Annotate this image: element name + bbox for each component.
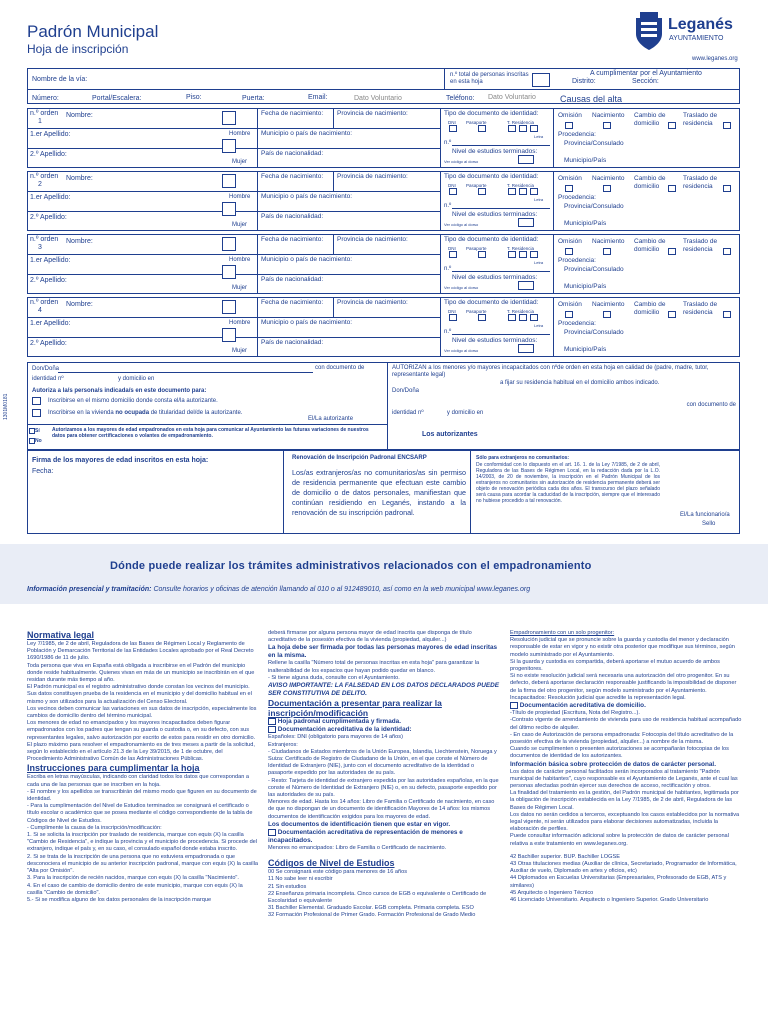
numero-label: Número: [32,95,59,102]
codes-list-2 [510,854,742,904]
dni-label: DNI [448,246,456,251]
cambio-label: Cambio de domicilio [634,112,666,127]
code-item: 46 Licenciado Universitario. Arquitecto o Ingeniero Superior. Grado Universitario [510,897,709,904]
orden-label: n.º orden [30,173,59,180]
col2-h1: Documentación a presentar para realizar la inscripción/modificación [268,698,442,719]
column-protection [510,630,742,1024]
estudios-input[interactable] [518,281,534,290]
mujer-checkbox[interactable] [222,265,236,279]
hombre-label: Hombre [229,320,251,326]
prov-consulado-label: Provincia/Consulado [564,203,624,210]
dni-label: DNI [448,309,456,314]
orden-number: 2 [38,181,42,188]
distrito-label: Distrito: [572,78,596,85]
mujer-label: Mujer [232,159,248,165]
right-dom-1: y domicilio en [446,410,484,416]
col1-p1: Ley 7/1985, de 2 de abril, Reguladora de las Bases de Régimen Local y Reglamento de Población y Demarcación Territorial de las Entidades Locales aprobado por el Real Decreto 1690/1986 de 11 de julio. [27,641,254,662]
nombre-label: Nombre: [66,238,93,245]
col3-p11: La finalidad del tratamiento es la gestión, del Padrón municipal de habitantes, legitimada por la obligación de inscripción establecida en la Ley 7/1985, de 2 de abril, Reguladora de las Bases de Régimen Local. [510,790,739,811]
municipio-nac-label: Municipio o país de nacimiento: [261,130,353,137]
col3-hb: Información básica sobre protección de datos de carácter personal. [510,760,716,768]
code-item: 44 Diplomados en Escuelas Universitarias (Empresariales, Profesorado de EGB, ATS y similares) [510,875,727,889]
nacionalidad-label: País de nacionalidad: [261,339,324,346]
mun-pais-label: Municipio/País [564,283,607,290]
prov-consulado-label: Provincia/Consulado [564,329,624,336]
no-checkbox[interactable] [29,438,35,444]
provincia-nac-label: Provincia de nacimiento: [337,110,408,117]
tipo-doc-label: Tipo de documento de identidad: [444,299,539,306]
nacionalidad-label: País de nacionalidad: [261,276,324,283]
auth-domicilio: y domicilio en [118,376,155,382]
n-label: n.º [444,203,452,209]
col3-p4: Si no existe resolución judicial será necesaria una autorización del otro progenitor. En su defecto, deberá aportarse declaración responsable justificando la imposibilidad de disponer de la firma del otro progenitor, según modelo suministrado por el Ayuntamiento. [510,673,737,694]
omision-checkbox[interactable] [565,122,573,129]
traslado-label: Traslado de residencia [683,112,718,127]
orden-label: n.º orden [30,236,59,243]
cambio-checkbox[interactable] [668,122,676,129]
auth-right-rows [392,388,736,424]
mujer-checkbox[interactable] [222,139,236,153]
nacimiento-label: Nacimiento [592,301,625,308]
residencia-label: T. Residencia [507,120,535,125]
apellido1-label: 1.er Apellido: [30,131,71,138]
side-code-left: 1301M0181 [3,393,9,420]
traslado-label: Traslado de residencia [683,238,718,253]
cambio-checkbox[interactable] [668,311,676,318]
pasaporte-checkbox[interactable] [478,188,486,195]
hombre-label: Hombre [229,257,251,263]
col3-p6: -Título de propiedad (Escritura, Nota del Registro...). [510,710,640,717]
residencia-checkbox[interactable] [508,125,516,132]
auth-no: No [35,438,42,444]
telefono-voluntary[interactable]: Dato Voluntario [488,94,536,101]
encsarp-text: Los/as extranjeros/as no comunitarios/as sin permiso de residencia permanente que efectuan este cambio de domicilio o de datos personales, manifiestan que continúan residiendo en Leganés, instando a la renovación de su inscripción padronal. [292,468,466,517]
prov-consulado-label: Provincia/Consulado [564,140,624,147]
banner-bg [0,544,768,604]
total-persons-input[interactable] [532,73,550,87]
estudios-input[interactable] [518,218,534,227]
orden-number: 3 [38,244,42,251]
auth-si: Sí [35,428,40,434]
col3-p8: - En caso de Autorización de persona empadronada: Fotocopia del título acreditativo de la posesión efectiva de la vivienda (propiedad, alquiler...) a nombre de la misma. [510,731,734,746]
leganes-logo [632,10,742,54]
orden-number: 1 [38,118,42,125]
opt2-checkbox[interactable] [32,409,41,417]
dni-label: DNI [448,120,456,125]
right-don-1: Don/Doña [392,388,420,394]
funcionario-label: El/La funcionario/a [680,512,730,518]
hombre-checkbox[interactable] [222,237,236,251]
provincia-nac-label: Provincia de nacimiento: [337,173,408,180]
opt1-checkbox[interactable] [32,397,41,405]
pasaporte-checkbox[interactable] [478,314,486,321]
opt2-c: de titularidad del/de la autorizante. [150,410,243,416]
cambio-checkbox[interactable] [668,248,676,255]
codigo-label: Ver código al dorso [444,222,479,227]
autorizantes-label: Los autorizantes [422,431,478,438]
omision-checkbox[interactable] [565,185,573,192]
nombre-label: Nombre: [66,112,93,119]
code-item: 43 Otras titulaciones medias (Auxiliar de clínica, Secretariado, Programador de Informática, Auxiliar de vuelo, Diplomado en artes y oficios, etc) [510,861,737,875]
no-com-text: De conformidad con lo dispuesto en el art. 16. 1. de la Ley 7/1985, de 2 de abril, Reguladora de las Bases de Régimen Local, en la redacción dada por la L.O. 14/2003, de 20 de noviembre, la inscripción en el Padrón Municipal de los extranjeros no comunitarios sin autorización de residencia permanente deberá ser objeto de renovación periódica cada dos años. El transcurso del plazo señalado será causa para acordar la caducidad de la inscripción, siempre que el interesado no hubiese procedido a tal renovación. [476,462,660,504]
letra-label: Letra [534,197,544,202]
col3-p3: Si la guarda y custodia es compartida, deberá aportarse el mutuo acuerdo de ambos progenitores. [510,658,720,673]
auth-opt2 [48,410,242,417]
tipo-doc-label: Tipo de documento de identidad: [444,110,539,117]
col1-p6: Escriba en letras mayúsculas, indicando con claridad todos los datos que correspondan a cada una de las personas que se inscriben en la hoja. [27,774,250,788]
col1-p4: Los vecinos deben comunicar las variaciones en sus datos de inscripción, especialmente los cambios de domicilio dentro del término municipal. [27,705,257,720]
mujer-checkbox[interactable] [222,202,236,216]
column-legal [27,630,259,1024]
mujer-label: Mujer [232,222,248,228]
residencia-label: T. Residencia [507,183,535,188]
mujer-checkbox[interactable] [222,328,236,342]
residencia-checkbox-2[interactable] [519,314,527,321]
n-label: n.º [444,329,452,335]
codigo-label: Ver código al dorso [444,159,479,164]
col1-h1: Normativa legal [27,630,95,640]
causas-label: Causas del alta [560,94,623,104]
omision-label: Omisión [558,301,582,308]
auth-con-doc: con documento de [315,365,365,371]
tipo-doc-label: Tipo de documento de identidad: [444,236,539,243]
col2-b3 [268,829,500,845]
col2-p1: deberá firmarse por alguna persona mayor de edad inscrita que disponga de título acreditativo de la posesión efectiva de la vivienda (propiedad, alquiler...) [268,630,472,644]
code-item: 32 Formación Profesional de Primer Grado. Formación Profesional de Grado Medio [268,912,476,919]
pasaporte-label: Pasaporte [466,309,487,314]
estudios-label: Nivel de estudios terminados: [452,337,538,344]
encsarp-title: Renovación de Inscripción Padronal ENCSARP [292,455,427,461]
col2-b1 [268,718,500,726]
traslado-checkbox[interactable] [723,311,731,318]
procedencia-label: Procedencia: [558,194,596,201]
traslado-label: Traslado de residencia [683,175,718,190]
residencia-label: T. Residencia [507,246,535,251]
col3-p12: Los datos no serán cedidos a terceros, exceptuando los casos establecidos por la normativa legal vigente, ni serán utilizados para elaborar decisiones automatizadas, incluida la elaboración de perfiles. [510,811,740,833]
col1-p2: Toda persona que viva en España está obligada a inscribirse en el Padrón del municipio donde reside habitualmente. Quienes vivan en más de un municipio se inscribirán en el que residan durante más tiempo al año. [27,662,255,684]
pasaporte-label: Pasaporte [466,120,487,125]
col2-p2: La hoja debe ser firmada por todas las personas mayores de edad inscritas en la misma. [268,644,498,660]
col1-p14: 5.- Si se modifica alguno de los datos personales de la inscripción marque [27,896,212,903]
auth-autoriza: Autoriza a la/s persona/s indicada/s en este documento para: [32,388,207,394]
col2-p5: AVISO IMPORTANTE: LA FALSEDAD EN LOS DATOS DECLARADOS PUEDE SER CONSTITUTIVA DE DELITO. [268,682,500,698]
col3-p5: Incapacitados: Resolución judicial que acredite la representación legal. [510,694,686,701]
email-label: Email: [308,94,328,101]
codigo-label: Ver código al dorso [444,285,479,290]
col1-p13: 4. En el caso de cambio de domicilio dentro de este municipio, marque con equis (X) la casilla "Cambio de domicilio". [27,882,243,896]
no-com-title: Sólo para extranjeros no comunitarios: [476,455,570,461]
column-documentation [268,630,500,1024]
dni-checkbox[interactable] [449,125,457,132]
sign-fecha: Fecha: [32,468,54,475]
mun-pais-label: Municipio/País [564,157,607,164]
col2-b2 [268,726,500,734]
logo-sub: AYUNTAMIENTO [669,35,724,42]
residencia-checkbox-2[interactable] [519,188,527,195]
fecha-nac-label: Fecha de nacimiento: [261,173,324,180]
col3-p2: Resolución judicial que se pronuncie sobre la guarda y custodia del menor y declaración responsable de estar en vigor y no existir otra posterior que modifique sus términos, según modelo suministrado por el Ayuntamiento. [510,637,735,658]
street-input[interactable] [100,72,440,86]
nacionalidad-label: País de nacionalidad: [261,150,324,157]
omision-checkbox[interactable] [565,248,573,255]
procedencia-label: Procedencia: [558,320,596,327]
nacimiento-checkbox[interactable] [603,185,611,192]
apellido2-label: 2.º Apellido: [30,151,67,158]
banner-title: Dónde puede realizar los trámites administrativos relacionados con el empadronamiento [110,560,592,572]
mun-pais-label: Municipio/País [564,220,607,227]
dni-checkbox[interactable] [449,188,457,195]
code-item: 45 Arquitecto o Ingeniero Técnico [510,889,594,896]
nacimiento-label: Nacimiento [592,112,625,119]
cambio-label: Cambio de domicilio [634,175,666,190]
col3-b1-text: Documentación acreditativa de domicilio. [519,702,646,710]
auth-don: Don/Doña [32,366,60,372]
col2-p6: Españoles: DNI (obligatorio para mayores de 14 años) [268,734,403,741]
piso-label: Piso: [186,94,202,101]
col2-p9: - Resto: Tarjeta de identidad de extranjero expedida por las autoridades españolas, en la que conste el Número de Identidad de Extranjero (NIE) o, en su defecto, pasaporte expedido por las autoridades de su país. [268,777,499,799]
prov-consulado-label: Provincia/Consulado [564,266,624,273]
residencia-checkbox-3[interactable] [530,314,538,321]
fecha-nac-label: Fecha de nacimiento: [261,110,324,117]
nombre-label: Nombre: [66,175,93,182]
municipio-nac-label: Municipio o país de nacimiento: [261,256,353,263]
col2-b2-text: Documentación acreditativa de la identidad: [277,726,412,734]
dni-checkbox[interactable] [449,314,457,321]
col2-p3: Rellene la casilla "Número total de personas inscritas en esta hoja" para garantizar la inalterabilidad de los espacios que hayan podido quedar en blanco. [268,660,480,674]
municipio-nac-label: Municipio o país de nacimiento: [261,193,353,200]
fecha-nac-label: Fecha de nacimiento: [261,299,324,306]
seccion-label: Sección: [632,78,659,85]
letra-label: Letra [534,323,544,328]
col1-p3: El Padrón municipal es el registro administrativo donde constan los vecinos del municipio. Sus datos constituyen prueba de la residencia en el municipio y del domicilio habitual en el mismo y son utilizados para la actualización del Censo Electoral. [27,684,252,705]
codigo-label: Ver código al dorso [444,348,479,353]
residencia-checkbox-3[interactable] [530,188,538,195]
code-item: 31 Bachiller Elemental. Graduado Escolar. EGB completa. Primaria completa. ESO [268,905,474,912]
auth-identidad: identidad nº [32,376,64,382]
nacimiento-checkbox[interactable] [603,122,611,129]
street-label: Nombre de la vía: [32,76,88,83]
page-subtitle: Hoja de inscripción [27,42,129,56]
col2-b3-text: Documentación acreditativa de representación de menores e incapacitados. [268,829,463,845]
residencia-checkbox[interactable] [508,314,516,321]
estudios-input[interactable] [518,155,534,164]
apellido2-label: 2.º Apellido: [30,277,67,284]
col2-b1-text: Hoja padronal cumplimentada y firmada. [277,718,402,726]
mujer-label: Mujer [232,285,248,291]
traslado-checkbox[interactable] [723,122,731,129]
nacimiento-label: Nacimiento [592,175,625,182]
col3-p9: Cuando se cumplimenten o presenten autorizaciones se acompañarán fotocopias de los documentos de identidad de los autorizantes. [510,746,729,760]
fecha-nac-label: Fecha de nacimiento: [261,236,324,243]
letra-label: Letra [534,134,544,139]
procedencia-label: Procedencia: [558,131,596,138]
letra-label: Letra [534,260,544,265]
portal-label: Portal/Escalera: [92,95,142,102]
logo-name: Leganés [668,16,733,33]
codes-list-1 [268,869,500,919]
website: www.leganes.org [692,56,738,62]
mujer-label: Mujer [232,348,248,354]
admin-label: A cumplimentar por el Ayuntamiento [590,70,702,77]
opt2-a: Inscribirse en la vivienda [48,410,114,416]
omision-label: Omisión [558,112,582,119]
n-label: n.º [444,140,452,146]
cambio-label: Cambio de domicilio [634,301,666,316]
total-persons-label: n.º total de personas inscritas en esta hoja [450,72,529,85]
right-id-1: identidad nº [392,410,424,416]
code-item: 42 Bachiller superior. BUP. Bachiller LOGSE [510,853,620,860]
hombre-label: Hombre [229,194,251,200]
cambio-checkbox[interactable] [668,185,676,192]
code-item: 21 Sin estudios [268,883,307,890]
nacionalidad-label: País de nacionalidad: [261,213,324,220]
hombre-checkbox[interactable] [222,300,236,314]
col3-p1: Empadronamiento con un solo progenitor: [510,630,615,636]
dni-checkbox[interactable] [449,251,457,258]
apellido1-label: 1.er Apellido: [30,320,71,327]
omision-label: Omisión [558,175,582,182]
nacimiento-label: Nacimiento [592,238,625,245]
pasaporte-label: Pasaporte [466,246,487,251]
col1-p9: - Cumplimente la causa de la inscripción/modificación: [27,824,162,831]
residencia-checkbox-3[interactable] [530,125,538,132]
telefono-label: Teléfono: [446,95,475,102]
traslado-checkbox[interactable] [723,185,731,192]
orden-label: n.º orden [30,110,59,117]
code-item: 11 No sabe leer ni escribir [268,876,333,883]
provincia-nac-label: Provincia de nacimiento: [337,236,408,243]
estudios-input[interactable] [518,344,534,353]
col3-p13: Puede consultar información adicional sobre la protección de datos de carácter personal relativa a este tratamiento en www.leganes.org. [510,833,729,847]
page-title: Padrón Municipal [27,22,159,41]
apellido2-label: 2.º Apellido: [30,340,67,347]
code-item: 22 Enseñanza primaria incompleta. Cinco cursos de EGB o equivalente o Certificado de Escolaridad o equivalente [268,890,487,905]
auth-autorizante: El/La autorizante [308,416,354,422]
sign-firma: Firma de los mayores de edad inscritos en esta hoja: [32,457,209,464]
col1-p8: - Para la cumplimentación del Nivel de Estudios terminados se consignará el certificado o título escolar o académico que se posea mediante el código correspondiente de la tabla de Códigos de Nivel de Estudios. [27,803,253,824]
residencia-checkbox-2[interactable] [519,251,527,258]
traslado-checkbox[interactable] [723,248,731,255]
pasaporte-checkbox[interactable] [478,125,486,132]
estudios-label: Nivel de estudios terminados: [452,274,538,281]
residencia-label: T. Residencia [507,309,535,314]
procedencia-label: Procedencia: [558,257,596,264]
col1-h2: Instrucciones para cumplimentar la hoja [27,763,200,774]
puerta-label: Puerta: [242,95,265,102]
omision-checkbox[interactable] [565,311,573,318]
col2-p7: Extranjeros: [268,741,298,748]
banner-info [27,586,747,594]
omision-label: Omisión [558,238,582,245]
residencia-checkbox[interactable] [508,251,516,258]
tipo-doc-label: Tipo de documento de identidad: [444,173,539,180]
banner-info-text: Consulte horarios y oficinas de atención llamando al 010 o al 912489010, así como en la web municipal www.leganes.org [153,586,531,593]
col2-h2: Códigos de Nivel de Estudios [268,858,395,869]
cambio-label: Cambio de domicilio [634,238,666,253]
hombre-label: Hombre [229,131,251,137]
mun-pais-label: Municipio/País [564,346,607,353]
auth-text: Autorizamos a los mayores de edad empadronados en esta hoja para comunicar al Ayuntamiento las futuras variaciones de nuestros datos para obtener certificaciones o volantes de empadronamiento. [52,427,369,439]
col1-p7: - El nombre y los apellidos se transcribirán del mismo modo que figuren en su documento de identidad. [27,788,257,803]
col3-p7: -Contrato vigente de arrendamiento de vivienda para uso de residencia habitual acompañado del último recibo de alquiler. [510,717,742,731]
col2-p4: - Si tiene alguna duda, consulte con el Ayuntamiento. [268,674,400,681]
provincia-nac-label: Provincia de nacimiento: [337,299,408,306]
hombre-checkbox[interactable] [222,174,236,188]
pasaporte-checkbox[interactable] [478,251,486,258]
estudios-label: Nivel de estudios terminados: [452,211,538,218]
orden-number: 4 [38,307,42,314]
municipio-nac-label: Municipio o país de nacimiento: [261,319,353,326]
orden-label: n.º orden [30,299,59,306]
nombre-label: Nombre: [66,301,93,308]
pasaporte-label: Pasaporte [466,183,487,188]
col3-p10: Los datos de carácter personal facilitados serán incorporados al tratamiento "Padrón municipal de habitantes", cuyo responsable es el Ayuntamiento de Leganés, ante el cual las personas afectadas podrán ejercer sus derechos de acceso, rectificación y otros. [510,768,738,790]
sello-label: Sello [702,521,716,527]
traslado-label: Traslado de residencia [683,301,718,316]
apellido1-label: 1.er Apellido: [30,257,71,264]
hombre-checkbox[interactable] [222,111,236,125]
estudios-label: Nivel de estudios terminados: [452,148,538,155]
residencia-checkbox-2[interactable] [519,125,527,132]
si-checkbox[interactable] [29,428,35,434]
auth-right2: a fijar su residencia habitual en el domicilio ambos indicado. [500,380,660,386]
nacimiento-checkbox[interactable] [603,311,611,318]
nacimiento-checkbox[interactable] [603,248,611,255]
col2-p11: Los documentos de identificación tienen que estar en vigor. [268,820,451,828]
col1-p12: 3. Para la inscripción de recién nacidos, marque con equis (X) la casilla "Nacimiento". [27,875,239,882]
dni-label: DNI [448,183,456,188]
col3-b1 [510,702,742,710]
col1-p5: Los menores de edad no emancipados y los mayores incapacitados deben figurar empadronados con los padres que tengan su guarda o custodia o, en su defecto, con sus representantes legales, salvo autorización por escrito de estos para residir en otro domicilio. El plazo máximo para resolver el empadronamiento es de tres meses a partir de la solicitud, según lo establecido en el artículo 21.3 de la Ley 39/2015, de 1 de octubre, del Procedimiento Administrativo Común de las Administraciones Públicas. [27,720,256,763]
opt2-b: no ocupada [115,410,150,416]
n-label: n.º [444,266,452,272]
auth-opt1: Inscribirse en el mismo domicilio donde consta el/la autorizante. [48,398,218,404]
col2-p12: Menores no emancipados: Libro de Familia o Certificado de nacimiento. [268,845,447,852]
banner-info-label: Información presencial y tramitación: [27,586,152,593]
apellido2-label: 2.º Apellido: [30,214,67,221]
col1-p11: 2. Si se trata de la inscripción de una persona que no estuviera empadronada o que desconociera el municipio de su anterior inscripción padronal, marque con equis (X) la casilla "Alta por Omisión". [27,853,259,875]
apellido1-label: 1.er Apellido: [30,194,71,201]
col2-p8: - Ciudadanos de Estados miembros de la Unión Europea, Islandia, Liechtenstein, Noruega y Suiza: Certificado de Registro de Ciudadano de la Unión, en el que conste el Número de Identidad de Extranjero (NIE), junto con el documento acreditativo de la identidad o pasaporte expedido por las autoridades de su país. [268,748,497,777]
col2-p10: Menores de edad. Hasta los 14 años: Libro de Familia o Certificado de nacimiento, en caso de que no dispongan de un documento de identificación Mayores de 14 años: los mismos documentos de identificación exigidos para los mayores de edad. [268,799,495,820]
code-item: 00 Se consignará este código para menores de 16 años [268,869,408,876]
residencia-checkbox-3[interactable] [530,251,538,258]
email-voluntary[interactable]: Dato Voluntario [354,95,402,102]
right-con-1: con documento de [686,402,736,408]
col1-p10: 1. Si se solicita la inscripción por traslado de residencia, marque con equis (X) la casilla "Cambio de Residencia", e indique la provincia y el municipio de procedencia. Si procede del extranjero, indique el país y, en su caso, el consulado español donde estaba inscrito. [27,832,258,853]
residencia-checkbox[interactable] [508,188,516,195]
auth-right1: AUTORIZAN a los menores y/o mayores incapacitados con nºde orden en esta hoja en calidad de (padre, madre, tutor, representante legal) [392,365,709,378]
coat-of-arms-icon [632,10,666,52]
